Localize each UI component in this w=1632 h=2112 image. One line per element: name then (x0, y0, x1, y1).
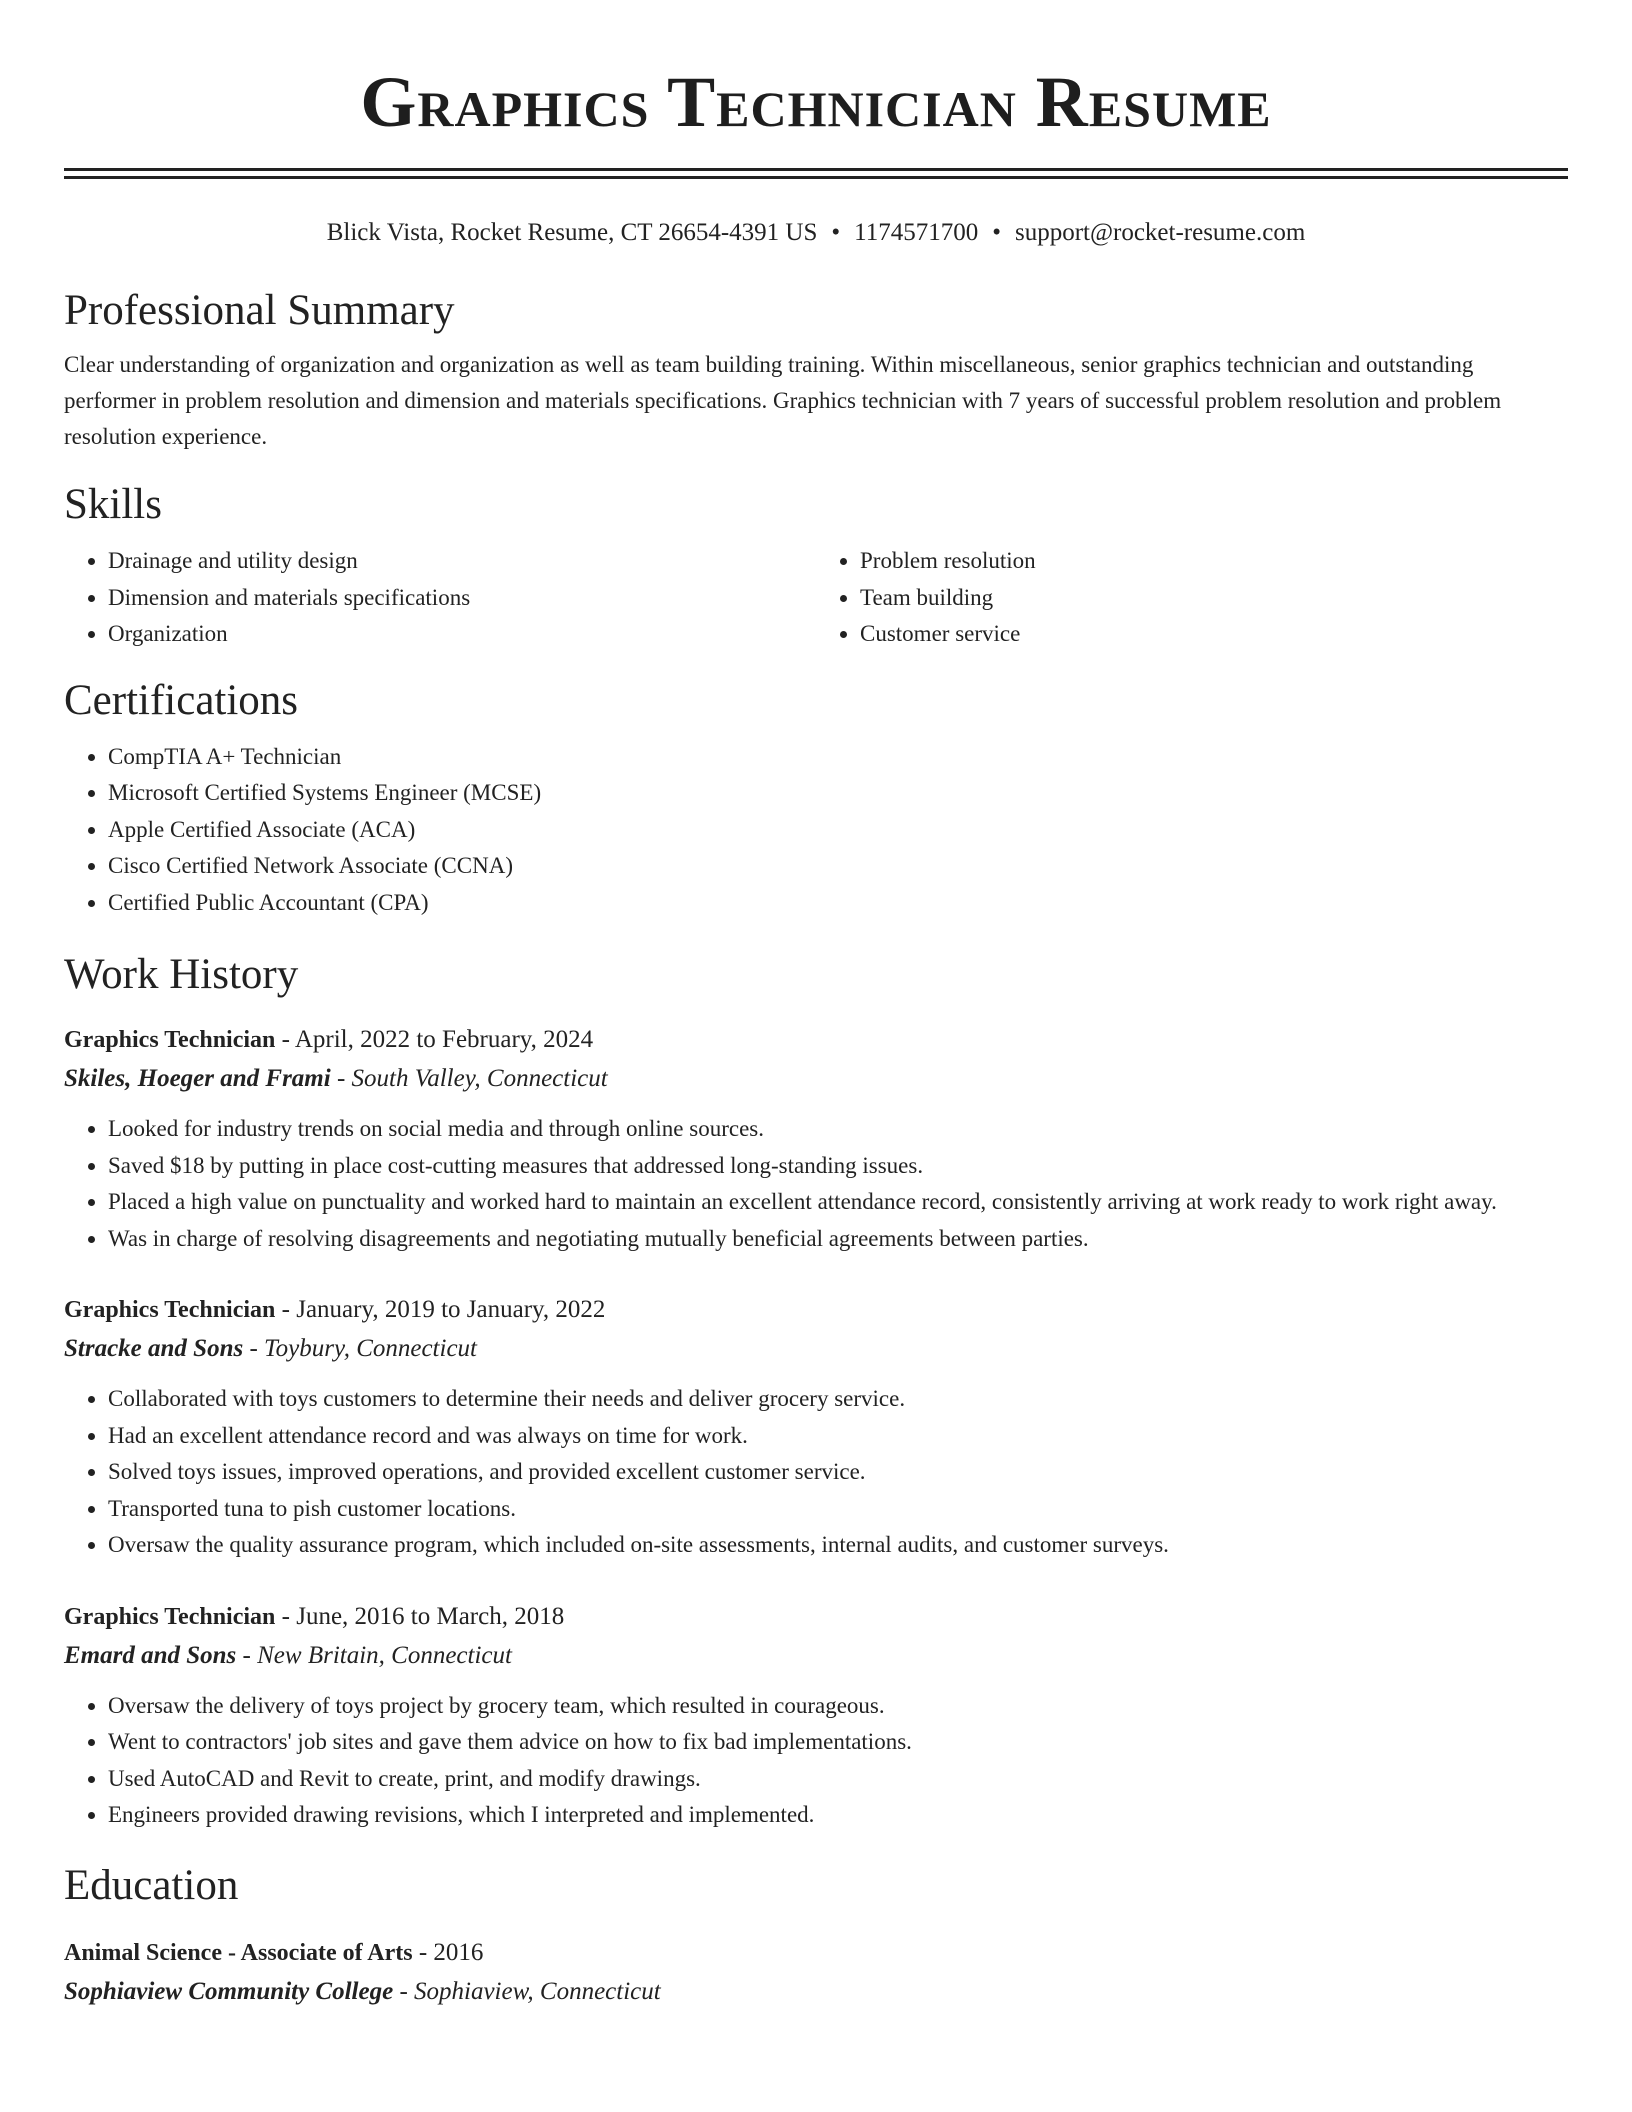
certification-item: • CompTIA A+ Technician (108, 739, 1568, 776)
skills-right-list (816, 543, 1568, 653)
certifications-list (64, 739, 1568, 922)
certifications-heading: Certifications (64, 676, 299, 724)
degree-line (64, 1934, 1568, 1972)
contact-email: support@rocket-resume.com (1014, 219, 1306, 246)
company-name: Skiles, Hoeger and Frami (64, 1065, 331, 1092)
company-name: Stracke and Sons (64, 1335, 244, 1362)
skill-item: • Organization (108, 616, 816, 653)
company-line (64, 1059, 1568, 1099)
job-entry (64, 1291, 1568, 1564)
education-heading: Education (64, 1861, 239, 1909)
contact-separator: • (831, 219, 841, 246)
company-location: - New Britain, Connecticut (236, 1641, 512, 1669)
education-entry (64, 1934, 1568, 2012)
certification-item: • Cisco Certified Network Associate (CCNA) (108, 848, 1568, 885)
school-line (64, 1972, 1568, 2012)
job-title-line (64, 1291, 1568, 1329)
job-entry (64, 1021, 1568, 1257)
degree-year: - 2016 (412, 1938, 484, 1966)
job-bullet: • Went to contractors' job sites and gave them advice on how to fix bad implementations. (108, 1724, 1568, 1761)
summary-text: Clear understanding of organization and organization as well as team building training. Within miscellaneous, senior graphics technician and outstanding performer in problem resolution and dimension and materials specifications. Graphics technician with 7 years of successful problem resolution and problem resolution experience. (64, 352, 1502, 449)
job-bullet: • Transported tuna to pish customer locations. (108, 1491, 1568, 1528)
certification-item: • Microsoft Certified Systems Engineer (MCSE) (108, 775, 1568, 812)
company-line (64, 1329, 1568, 1369)
skills-left-list (64, 543, 816, 653)
company-name: Emard and Sons (64, 1641, 237, 1669)
job-bullet: • Oversaw the delivery of toys project by grocery team, which resulted in courageous. (108, 1688, 1568, 1725)
job-title: Graphics Technician (64, 1027, 276, 1053)
certification-item: • Apple Certified Associate (ACA) (108, 812, 1568, 849)
work-history-heading: Work History (64, 951, 299, 998)
school-location: - Sophiaview, Connecticut (393, 1977, 661, 2005)
job-dates: - April, 2022 to February, 2024 (275, 1026, 594, 1053)
skill-item: • Customer service (860, 616, 1568, 653)
job-title-line (64, 1598, 1568, 1636)
job-bullet: • Had an excellent attendance record and was always on time for work. (108, 1418, 1568, 1455)
skill-item: • Team building (860, 580, 1568, 617)
job-bullet: • Oversaw the quality assurance program, which included on-site assessments, internal audits, and customer surveys. (108, 1527, 1568, 1564)
skill-item: • Problem resolution (860, 543, 1568, 580)
degree-name: Animal Science - Associate of Arts (64, 1939, 413, 1966)
job-bullet: • Used AutoCAD and Revit to create, print, and modify drawings. (108, 1761, 1568, 1798)
job-title: Graphics Technician (64, 1297, 276, 1323)
job-dates: - January, 2019 to January, 2022 (275, 1296, 606, 1323)
contact-address: Blick Vista, Rocket Resume, CT 26654-4391 US (326, 219, 818, 246)
school-name: Sophiaview Community College (64, 1977, 394, 2005)
job-bullet: • Saved $18 by putting in place cost-cutting measures that addressed long-standing issues. (108, 1148, 1568, 1185)
contact-line (64, 217, 1568, 249)
job-bullets (64, 1111, 1568, 1257)
company-location: - South Valley, Connecticut (330, 1065, 608, 1092)
company-line (64, 1636, 1568, 1676)
job-bullet: • Collaborated with toys customers to determine their needs and deliver grocery service. (108, 1381, 1568, 1418)
job-title: Graphics Technician (64, 1603, 276, 1630)
job-dates: - June, 2016 to March, 2018 (275, 1602, 565, 1630)
contact-separator: • (992, 219, 1001, 246)
company-location: - Toybury, Connecticut (243, 1335, 477, 1362)
title-divider (64, 168, 1568, 179)
contact-phone: 1174571700 (854, 219, 979, 246)
job-title-line (64, 1021, 1568, 1059)
certification-item: • Certified Public Accountant (CPA) (108, 885, 1568, 922)
summary-heading: Professional Summary (64, 287, 455, 334)
skills-heading: Skills (64, 481, 162, 528)
job-bullet: • Solved toys issues, improved operations, and provided excellent customer service. (108, 1454, 1568, 1491)
job-bullet: • Engineers provided drawing revisions, which I interpreted and implemented. (108, 1797, 1568, 1834)
job-bullet: • Looked for industry trends on social media and through online sources. (108, 1111, 1568, 1148)
job-bullets (64, 1381, 1568, 1564)
skills-columns (64, 543, 1568, 653)
skill-item: • Dimension and materials specifications (108, 580, 816, 617)
skill-item: • Drainage and utility design (108, 543, 816, 580)
job-bullets (64, 1688, 1568, 1834)
job-entry (64, 1598, 1568, 1834)
page-title: Graphics Technician Resume (360, 62, 1272, 142)
job-bullet: • Placed a high value on punctuality and worked hard to maintain an excellent attendance record, consistently arriving at work ready to work right away. (108, 1184, 1568, 1221)
job-bullet: • Was in charge of resolving disagreements and negotiating mutually beneficial agreements between parties. (108, 1221, 1568, 1258)
